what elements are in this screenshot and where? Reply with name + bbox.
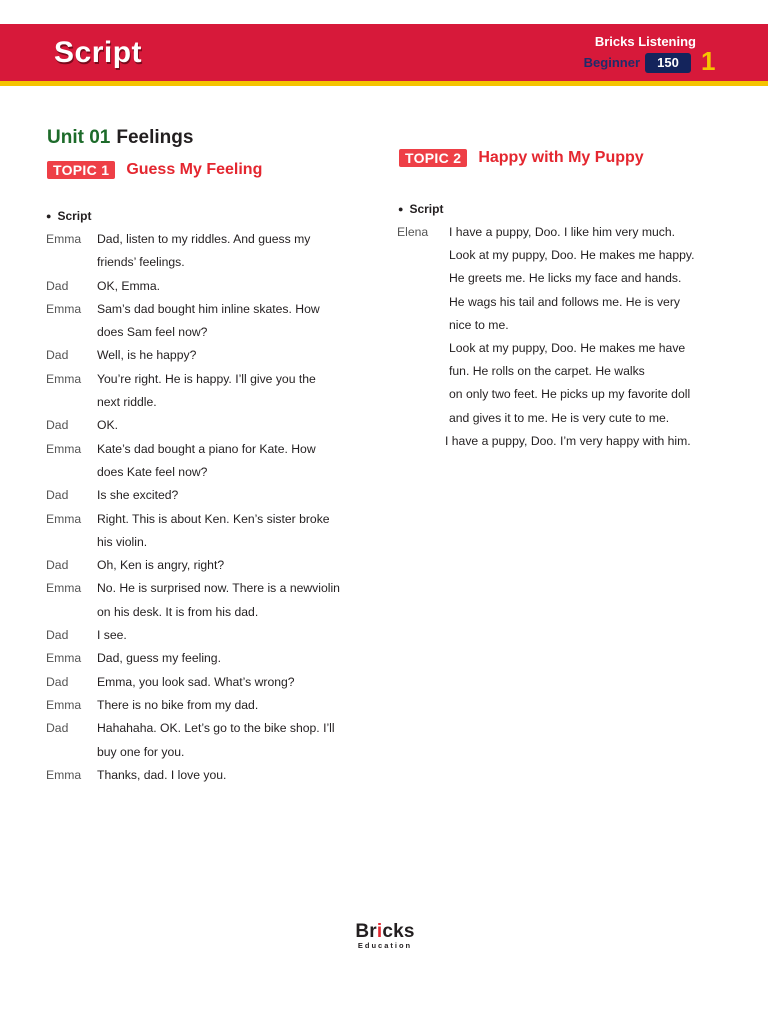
speaker-name — [46, 391, 97, 414]
line-text: Well, is he happy? — [97, 348, 197, 363]
line-text: There is no bike from my dad. — [97, 697, 259, 712]
line-text: Sam’s dad bought him inline skates. How — [97, 301, 320, 316]
speaker-name: Dad — [46, 488, 69, 503]
dialogue-line — [46, 624, 376, 647]
speaker-name: Emma — [46, 767, 82, 782]
bullet-icon: ● — [398, 204, 404, 214]
speaker-name — [46, 531, 97, 554]
topic2-lines — [445, 221, 739, 453]
dialogue-line — [46, 368, 376, 391]
logo-part-2: cks — [382, 921, 415, 942]
line-text: I have a puppy, Doo. I’m very happy with him. — [445, 433, 691, 448]
line-text: nice to me. — [449, 317, 509, 332]
speaker-name: Emma — [46, 697, 82, 712]
line-text: does Kate feel now? — [97, 464, 208, 479]
speaker-name: Dad — [46, 628, 69, 643]
topic2-script-label — [398, 202, 443, 216]
volume-number: 1 — [701, 46, 716, 76]
line-text: Oh, Ken is angry, right? — [97, 558, 225, 573]
header-title: Script — [54, 36, 143, 69]
speaker-name: Dad — [46, 674, 69, 689]
line-text: I have a puppy, Doo. I like him very much. — [449, 225, 676, 239]
page-header — [0, 24, 768, 81]
speaker-name: Emma — [46, 441, 82, 456]
topic1-script-text: Script — [57, 209, 92, 223]
series-name: Bricks Listening — [594, 34, 696, 49]
topic1-script-label — [46, 209, 91, 223]
line-text: does Sam feel now? — [97, 325, 208, 340]
line-text: Kate’s dad bought a piano for Kate. How — [97, 441, 316, 456]
dialogue-line — [46, 694, 376, 717]
dialogue-line — [46, 508, 376, 531]
logo-subtitle: Education — [357, 941, 413, 950]
logo-wordmark — [351, 922, 419, 942]
speaker-name: Elena — [397, 225, 429, 239]
line-text: Emma, you look sad. What’s wrong? — [97, 674, 295, 689]
dialogue-line — [46, 554, 376, 577]
line-text: You’re right. He is happy. I’ll give you the — [97, 371, 316, 386]
line-text: OK, Emma. — [97, 278, 160, 293]
dialogue-line — [46, 228, 376, 251]
topic1-title: Guess My Feeling — [126, 161, 263, 178]
line-text: Look at my puppy, Doo. He makes me have — [449, 341, 686, 356]
speaker-name — [46, 461, 97, 484]
line-text: on only two feet. He picks up my favorite doll — [449, 387, 691, 402]
topic2-title: Happy with My Puppy — [478, 149, 644, 166]
speaker-name — [46, 601, 97, 624]
topic2-script-text: Script — [409, 202, 444, 216]
topic2-heading — [399, 149, 644, 167]
speaker-name: Dad — [46, 721, 69, 736]
line-text: Hahahaha. OK. Let’s go to the bike shop. I’ll — [97, 721, 335, 736]
level-label: Beginner — [583, 55, 640, 70]
speaker-name: Emma — [46, 232, 82, 246]
dialogue-line — [46, 275, 376, 298]
line-text: I see. — [97, 628, 127, 643]
logo-part-1: Br — [355, 921, 377, 942]
header-divider — [0, 81, 768, 86]
line-text: Is she excited? — [97, 488, 179, 503]
speaker-name: Emma — [46, 511, 82, 526]
speaker-name: Emma — [46, 371, 82, 386]
unit-heading — [47, 127, 193, 149]
line-text: buy one for you. — [97, 744, 185, 759]
dialogue-line — [46, 414, 376, 437]
dialogue-line — [46, 298, 376, 321]
dialogue-line — [46, 671, 376, 694]
topic2-badge: TOPIC 2 — [399, 149, 467, 167]
line-text: Thanks, dad. I love you. — [97, 767, 227, 782]
unit-name: Feelings — [116, 127, 194, 148]
speaker-name: Dad — [46, 558, 69, 573]
line-text: Right. This is about Ken. Ken’s sister broke — [97, 511, 330, 526]
line-text: He greets me. He licks my face and hands. — [449, 271, 682, 286]
unit-number: Unit 01 — [47, 127, 111, 148]
dialogue-line — [46, 577, 376, 600]
topic1-badge: TOPIC 1 — [47, 161, 115, 179]
topic1-heading — [47, 161, 262, 179]
line-text: He wags his tail and follows me. He is very — [449, 294, 680, 309]
line-text: No. He is surprised now. There is a newviolin — [97, 581, 340, 596]
publisher-logo — [351, 922, 419, 950]
dialogue-line — [46, 647, 376, 670]
line-text: on his desk. It is from his dad. — [97, 604, 259, 619]
dialogue-line — [46, 717, 376, 740]
dialogue-line — [46, 741, 376, 764]
line-text: Dad, guess my feeling. — [97, 651, 221, 666]
dialogue-line — [46, 391, 376, 414]
level-badge: 150 — [645, 53, 691, 73]
line-text: Look at my puppy, Doo. He makes me happy. — [449, 248, 695, 263]
dialogue-line — [46, 601, 376, 624]
speaker-name: Emma — [46, 301, 82, 316]
line-text: Dad, listen to my riddles. And guess my — [97, 232, 311, 246]
dialogue-line — [46, 764, 376, 787]
dialogue-line — [46, 484, 376, 507]
dialogue-line — [46, 251, 376, 274]
line-text: and gives it to me. He is very cute to me. — [449, 410, 670, 425]
speaker-name: Emma — [46, 651, 82, 666]
speaker-name: Dad — [46, 278, 69, 293]
dialogue-line — [46, 531, 376, 554]
speaker-name — [46, 741, 97, 764]
line-text: fun. He rolls on the carpet. He walks — [449, 364, 645, 379]
line-text: friends’ feelings. — [97, 255, 185, 270]
dialogue-line — [46, 438, 376, 461]
speaker-name — [46, 321, 97, 344]
line-text: next riddle. — [97, 395, 157, 410]
dialogue-line — [46, 321, 376, 344]
dialogue-line — [46, 461, 376, 484]
line-text: his violin. — [97, 534, 148, 549]
topic1-dialogue — [46, 228, 376, 787]
speaker-name: Dad — [46, 348, 69, 363]
dialogue-line — [46, 344, 376, 367]
speaker-name — [46, 251, 97, 274]
line-text: OK. — [97, 418, 118, 433]
logo-accent: i — [376, 921, 383, 942]
bullet-icon: ● — [46, 211, 52, 221]
speaker-name: Emma — [46, 581, 82, 596]
speaker-name: Dad — [46, 418, 69, 433]
